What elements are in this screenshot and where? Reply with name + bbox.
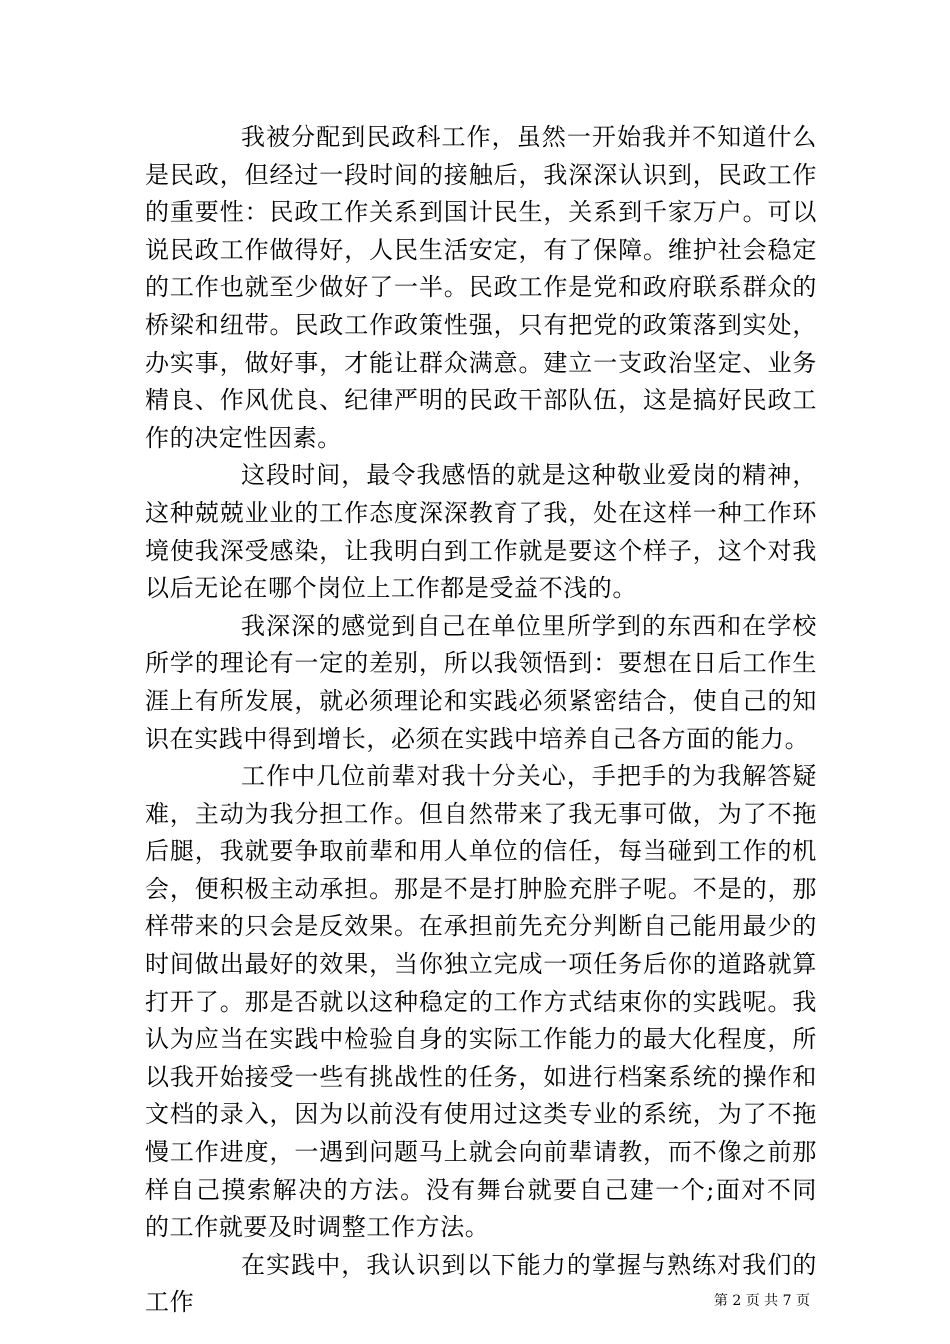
paragraph-2: 这段时间，最令我感悟的就是这种敬业爱岗的精神，这种兢兢业业的工作态度深深教育了我，处在这样一种工作环境使我深受感染，让我明白到工作就是要这个样子，这个对我以后无论在哪个岗位上工作都是受益不浅的。	[145, 461, 817, 603]
paragraph-4: 工作中几位前辈对我十分关心，手把手的为我解答疑难，主动为我分担工作。但自然带来了我无事可做，为了不拖后腿，我就要争取前辈和用人单位的信任，每当碰到工作的机会，便积极主动承担。那是不是打肿脸充胖子呢。不是的，那样带来的只会是反效果。在承担前先充分判断自己能用最少的时间做出最好的效果，当你独立完成一项任务后你的道路就算打开了。那是否就以这种稳定的工作方式结束你的实践呢。我认为应当在实践中检验自身的实际工作能力的最大化程度，所以我开始接受一些有挑战性的任务，如进行档案系统的操作和文档的录入，因为以前没有使用过这类专业的系统，为了不拖慢工作进度，一遇到问题马上就会向前辈请教，而不像之前那样自己摸索解决的方法。没有舞台就要自己建一个;面对不同的工作就要及时调整工作方法。	[145, 762, 817, 1242]
paragraph-5: 在实践中，我认识到以下能力的掌握与熟练对我们的工作	[145, 1250, 817, 1317]
page-number-footer: 第 2 页 共 7 页	[713, 1293, 810, 1309]
body-text	[145, 119, 817, 1322]
paragraph-3: 我深深的感觉到自己在单位里所学到的东西和在学校所学的理论有一定的差别，所以我领悟到：要想在日后工作生涯上有所发展，就必须理论和实践必须紧密结合，使自己的知识在实践中得到增长，必须在实践中培养自己各方面的能力。	[145, 611, 817, 753]
paragraph-1: 我被分配到民政科工作，虽然一开始我并不知道什么是民政，但经过一段时间的接触后，我深深认识到，民政工作的重要性：民政工作关系到国计民生，关系到千家万户。可以说民政工作做得好，人民生活安定，有了保障。维护社会稳定的工作也就至少做好了一半。民政工作是党和政府联系群众的桥梁和纽带。民政工作政策性强，只有把党的政策落到实处，办实事，做好事，才能让群众满意。建立一支政治坚定、业务精良、作风优良、纪律严明的民政干部队伍，这是搞好民政工作的决定性因素。	[145, 123, 817, 452]
